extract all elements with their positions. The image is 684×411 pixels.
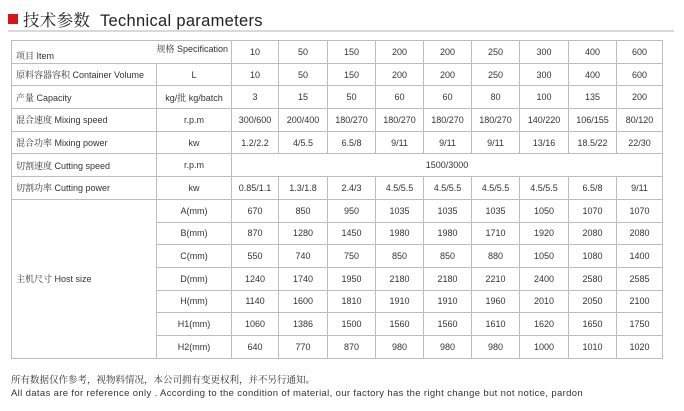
value-cell: 1910	[424, 290, 472, 313]
value-cell: 1400	[617, 245, 663, 268]
model-header-cell: 200	[376, 41, 424, 64]
value-cell: 740	[279, 245, 328, 268]
table-row	[12, 154, 663, 177]
value-cell: 1710	[472, 222, 520, 245]
value-cell: 850	[376, 245, 424, 268]
value-cell: 600	[617, 63, 663, 86]
footer-note-cn: 所有数据仅作参考，视物料情况，本公司拥有变更权利，并不另行通知。	[11, 375, 316, 386]
table-row	[12, 131, 663, 154]
row-label: 产量 Capacity	[12, 86, 157, 109]
value-cell: 1960	[472, 290, 520, 313]
value-cell: 1050	[520, 199, 569, 222]
unit-cell: r.p.m	[157, 154, 232, 177]
value-cell: 9/11	[424, 131, 472, 154]
host-size-label: 主机尺寸 Host size	[12, 199, 157, 358]
unit-cell: L	[157, 63, 232, 86]
value-cell: 2580	[569, 267, 617, 290]
value-cell: 750	[328, 245, 376, 268]
value-cell: 50	[328, 86, 376, 109]
unit-cell: kg/批 kg/batch	[157, 86, 232, 109]
dimension-cell: H1(mm)	[157, 313, 232, 336]
unit-cell: r.p.m	[157, 109, 232, 132]
value-cell: 9/11	[617, 177, 663, 200]
unit-cell: kw	[157, 177, 232, 200]
model-header-cell: 250	[472, 41, 520, 64]
value-cell: 10	[232, 63, 279, 86]
value-cell: 1610	[472, 313, 520, 336]
value-cell: 1010	[569, 335, 617, 358]
value-cell: 870	[232, 222, 279, 245]
value-cell: 80/120	[617, 109, 663, 132]
parameters-table	[11, 40, 663, 359]
model-header-cell: 400	[569, 41, 617, 64]
model-header-cell: 50	[279, 41, 328, 64]
value-cell: 2050	[569, 290, 617, 313]
value-cell: 2180	[376, 267, 424, 290]
value-cell: 770	[279, 335, 328, 358]
spec-item-header	[12, 41, 232, 64]
value-cell: 1740	[279, 267, 328, 290]
table-row	[12, 86, 663, 109]
value-cell: 80	[472, 86, 520, 109]
dimension-cell: H(mm)	[157, 290, 232, 313]
value-cell: 150	[328, 63, 376, 86]
footer-note-en: All datas are for reference only . According to the condition of material, our factory has the right change but not notice, pardon	[11, 388, 584, 399]
value-cell: 22/30	[617, 131, 663, 154]
row-label: 混合速度 Mixing speed	[12, 109, 157, 132]
value-cell: 200	[376, 63, 424, 86]
value-cell: 2.4/3	[328, 177, 376, 200]
dimension-cell: A(mm)	[157, 199, 232, 222]
value-cell: 13/16	[520, 131, 569, 154]
row-label: 切割速度 Cutting speed	[12, 154, 157, 177]
value-cell: 1240	[232, 267, 279, 290]
value-cell: 1560	[376, 313, 424, 336]
section-header	[8, 8, 263, 30]
value-cell: 1650	[569, 313, 617, 336]
value-cell: 850	[424, 245, 472, 268]
value-cell: 4.5/5.5	[376, 177, 424, 200]
value-cell: 1.2/2.2	[232, 131, 279, 154]
value-cell: 1280	[279, 222, 328, 245]
value-cell: 1.3/1.8	[279, 177, 328, 200]
value-cell: 6.5/8	[569, 177, 617, 200]
value-cell: 200/400	[279, 109, 328, 132]
value-cell: 2010	[520, 290, 569, 313]
host-size-row	[12, 199, 663, 222]
value-cell: 1920	[520, 222, 569, 245]
value-cell: 2080	[569, 222, 617, 245]
value-cell: 2400	[520, 267, 569, 290]
value-cell: 4.5/5.5	[472, 177, 520, 200]
value-cell: 300/600	[232, 109, 279, 132]
value-cell: 1060	[232, 313, 279, 336]
value-cell: 1980	[424, 222, 472, 245]
unit-cell: kw	[157, 131, 232, 154]
row-label: 切割功率 Cutting power	[12, 177, 157, 200]
value-cell: 1620	[520, 313, 569, 336]
value-cell: 100	[520, 86, 569, 109]
value-cell: 1035	[376, 199, 424, 222]
value-cell: 180/270	[424, 109, 472, 132]
value-cell: 250	[472, 63, 520, 86]
value-cell: 200	[424, 63, 472, 86]
value-cell: 140/220	[520, 109, 569, 132]
value-cell: 1750	[617, 313, 663, 336]
value-cell: 850	[279, 199, 328, 222]
value-cell: 880	[472, 245, 520, 268]
value-cell: 1386	[279, 313, 328, 336]
value-cell: 640	[232, 335, 279, 358]
value-cell: 1560	[424, 313, 472, 336]
value-cell: 1050	[520, 245, 569, 268]
value-cell: 550	[232, 245, 279, 268]
value-cell: 1600	[279, 290, 328, 313]
row-label: 原料容器容积 Container Volume	[12, 63, 157, 86]
value-cell: 180/270	[376, 109, 424, 132]
value-cell: 180/270	[328, 109, 376, 132]
value-cell: 400	[569, 63, 617, 86]
value-cell: 2210	[472, 267, 520, 290]
header-divider	[8, 30, 674, 32]
value-cell: 15	[279, 86, 328, 109]
value-cell: 2180	[424, 267, 472, 290]
value-cell: 1450	[328, 222, 376, 245]
value-cell: 1910	[376, 290, 424, 313]
value-cell: 1140	[232, 290, 279, 313]
value-cell: 980	[376, 335, 424, 358]
model-header-cell: 200	[424, 41, 472, 64]
model-header-cell: 300	[520, 41, 569, 64]
dimension-cell: C(mm)	[157, 245, 232, 268]
value-cell: 4.5/5.5	[520, 177, 569, 200]
value-cell: 980	[472, 335, 520, 358]
value-cell: 1020	[617, 335, 663, 358]
value-cell: 60	[424, 86, 472, 109]
model-header-cell: 10	[232, 41, 279, 64]
spec-label: 规格 Specification	[156, 44, 228, 54]
value-cell: 1980	[376, 222, 424, 245]
value-cell: 9/11	[472, 131, 520, 154]
value-cell: 3	[232, 86, 279, 109]
table-row	[12, 63, 663, 86]
value-cell: 1070	[569, 199, 617, 222]
red-square-icon	[8, 14, 18, 24]
model-header-cell: 600	[617, 41, 663, 64]
item-label: 项目 Item	[16, 50, 55, 61]
table-row	[12, 109, 663, 132]
value-cell: 1070	[617, 199, 663, 222]
value-cell: 1810	[328, 290, 376, 313]
value-cell: 870	[328, 335, 376, 358]
value-cell: 50	[279, 63, 328, 86]
value-cell: 300	[520, 63, 569, 86]
dimension-cell: H2(mm)	[157, 335, 232, 358]
model-header-cell: 150	[328, 41, 376, 64]
value-cell: 1080	[569, 245, 617, 268]
value-cell: 1035	[472, 199, 520, 222]
row-label: 混合功率 Mixing power	[12, 131, 157, 154]
merged-value-cell: 1500/3000	[232, 154, 663, 177]
value-cell: 0.85/1.1	[232, 177, 279, 200]
value-cell: 4/5.5	[279, 131, 328, 154]
value-cell: 1000	[520, 335, 569, 358]
table-row	[12, 177, 663, 200]
value-cell: 9/11	[376, 131, 424, 154]
value-cell: 1950	[328, 267, 376, 290]
section-title: 技术参数 Technical parameters	[23, 12, 263, 30]
value-cell: 60	[376, 86, 424, 109]
dimension-cell: D(mm)	[157, 267, 232, 290]
value-cell: 135	[569, 86, 617, 109]
value-cell: 200	[617, 86, 663, 109]
value-cell: 18.5/22	[569, 131, 617, 154]
value-cell: 950	[328, 199, 376, 222]
value-cell: 2080	[617, 222, 663, 245]
value-cell: 670	[232, 199, 279, 222]
value-cell: 6.5/8	[328, 131, 376, 154]
value-cell: 980	[424, 335, 472, 358]
value-cell: 106/155	[569, 109, 617, 132]
table-header-row	[12, 41, 663, 64]
value-cell: 2585	[617, 267, 663, 290]
dimension-cell: B(mm)	[157, 222, 232, 245]
value-cell: 1500	[328, 313, 376, 336]
value-cell: 1035	[424, 199, 472, 222]
value-cell: 2100	[617, 290, 663, 313]
value-cell: 4.5/5.5	[424, 177, 472, 200]
value-cell: 180/270	[472, 109, 520, 132]
